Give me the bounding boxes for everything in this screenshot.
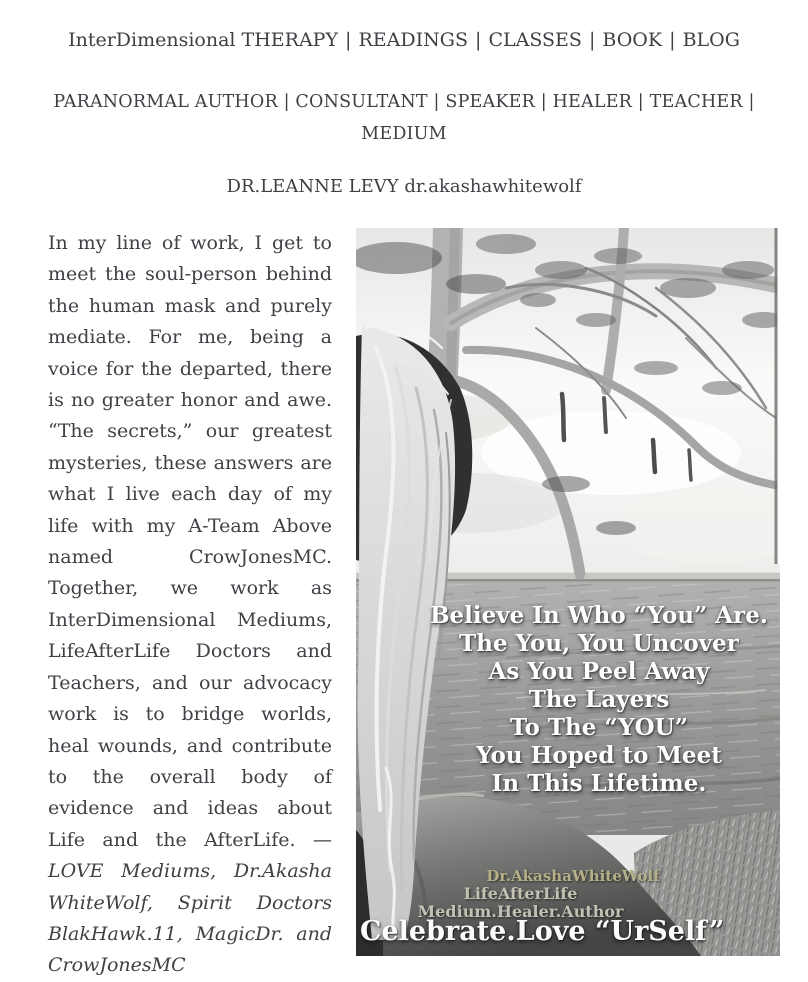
site-byline: DR.LEANNE LEVY dr.akashawhitewolf [226,176,582,197]
nav-item-book[interactable]: BOOK [602,29,663,51]
quote-line: In This Lifetime. [491,770,707,797]
nav-item-readings[interactable]: READINGS [358,29,468,51]
tagline-line-1: PARANORMAL AUTHOR | CONSULTANT | SPEAKER | HEALER | TEACHER | [53,92,755,112]
article-body-text: In my line of work, I get to meet the soul-person behind the human mask and purely mediate. For me, being a voice for the departed, there is no greater honor and awe. “The secrets,” our greatest mysteries, these answers are what I live each day of my life with my A-Team Above named CrowJonesMC. Together, we work as InterDimensional Mediums, LifeAfterLife Doctors and Teachers, and our advocacy work is to bridge worlds, heal wounds, and contribute to the overall body of evidence and ideas about Life and the AfterLife. [48,232,332,851]
nav-separator: | [339,29,358,51]
nav-item-blog[interactable]: BLOG [682,29,740,51]
photo-illustration [356,228,780,956]
nav-item-classes[interactable]: CLASSES [488,29,582,51]
quote-line: To The “YOU” [510,714,688,741]
nav-separator: | [663,29,682,51]
nav-separator: | [468,29,488,51]
photo-watermark-name: Dr.AkashaWhiteWolf [486,867,660,885]
nav-item-interdimensional-therapy[interactable]: InterDimensional THERAPY [68,29,339,51]
main-nav [0,29,808,51]
photo-quote-overlay [420,602,778,798]
site-tagline [0,86,808,150]
quote-line: You Hoped to Meet [476,742,722,769]
article-credit-text: —LOVE Mediums, Dr.Akasha WhiteWolf, Spirit Doctors BlakHawk.11, MagicDr. and CrowJonesMC [48,828,332,977]
quote-line: The Layers [528,686,670,713]
photo-watermark-title: LifeAfterLife Medium.Healer.Author [417,884,624,921]
quote-line: As You Peel Away [488,658,710,685]
article-text-column [48,228,332,982]
quote-line: The You, You Uncover [459,630,739,657]
inspirational-photo [356,228,780,956]
content-row [0,228,808,982]
article-paragraph [48,228,332,982]
photo-caption: Celebrate.Love “UrSelf” [360,916,725,947]
quote-line: Believe In Who “You” Are. [430,602,768,629]
nav-separator: | [582,29,602,51]
tagline-line-2: MEDIUM [361,124,447,144]
site-header [0,0,808,198]
